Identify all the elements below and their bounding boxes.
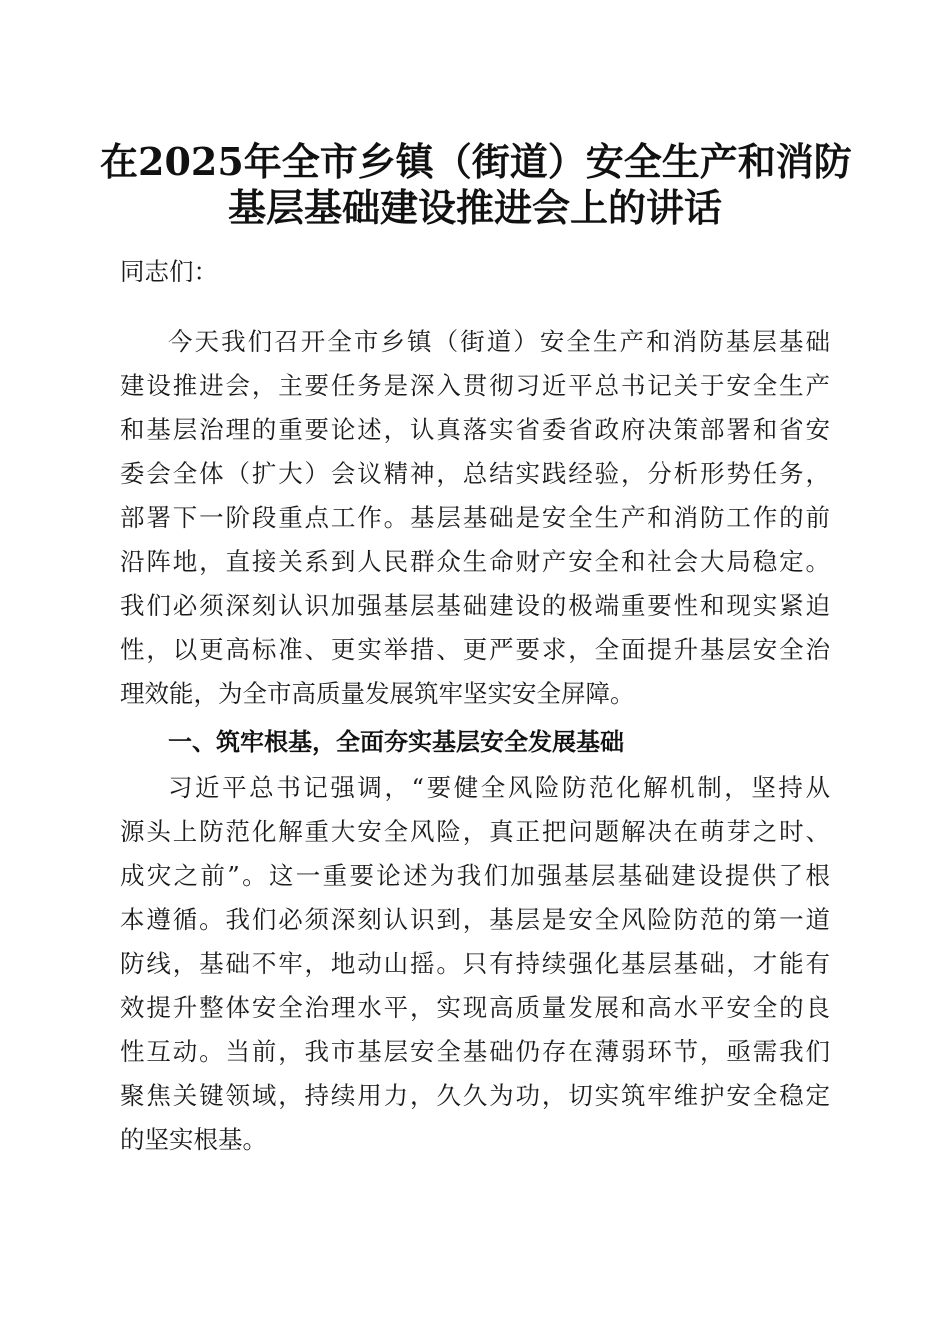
salutation: 同志们： bbox=[120, 257, 218, 286]
paragraph-1-line: 和基层治理的重要论述，认真落实省委省政府决策部署和省安 bbox=[120, 415, 830, 444]
paragraph-1-line: 部署下一阶段重点工作。基层基础是安全生产和消防工作的前 bbox=[120, 503, 830, 532]
document-title-line-1: 在2025年全市乡镇（街道）安全生产和消防 bbox=[100, 139, 852, 184]
section-1-heading: 一、筑牢根基，全面夯实基层安全发展基础 bbox=[168, 728, 624, 756]
paragraph-1-line: 沿阵地，直接关系到人民群众生命财产安全和社会大局稳定。 bbox=[120, 547, 830, 576]
paragraph-2-line: 性互动。当前，我市基层安全基础仍存在薄弱环节，亟需我们 bbox=[120, 1037, 830, 1066]
paragraph-1-line: 委会全体（扩大）会议精神，总结实践经验，分析形势任务， bbox=[120, 459, 830, 488]
paragraph-2-line: 效提升整体安全治理水平，实现高质量发展和高水平安全的良 bbox=[120, 993, 830, 1022]
document-title-line-2: 基层基础建设推进会上的讲话 bbox=[227, 185, 722, 230]
paragraph-2-line: 源头上防范化解重大安全风险，真正把问题解决在萌芽之时、 bbox=[120, 817, 830, 846]
paragraph-2-line: 聚焦关键领域，持续用力，久久为功，切实筑牢维护安全稳定 bbox=[120, 1081, 830, 1110]
paragraph-1-line: 今天我们召开全市乡镇（街道）安全生产和消防基层基础 bbox=[168, 327, 830, 356]
paragraph-2-line: 本遵循。我们必须深刻认识到，基层是安全风险防范的第一道 bbox=[120, 905, 830, 934]
paragraph-1-line: 我们必须深刻认识加强基层基础建设的极端重要性和现实紧迫 bbox=[120, 591, 830, 620]
paragraph-1-line: 理效能，为全市高质量发展筑牢坚实安全屏障。 bbox=[120, 679, 635, 708]
paragraph-2-line: 习近平总书记强调，“要健全风险防范化解机制，坚持从 bbox=[168, 773, 830, 802]
paragraph-2-line: 成灾之前”。这一重要论述为我们加强基层基础建设提供了根 bbox=[120, 861, 830, 890]
paragraph-1-line: 性，以更高标准、更实举措、更严要求，全面提升基层安全治 bbox=[120, 635, 830, 664]
paragraph-2-line: 的坚实根基。 bbox=[120, 1125, 267, 1154]
paragraph-1-line: 建设推进会，主要任务是深入贯彻习近平总书记关于安全生产 bbox=[120, 371, 830, 400]
paragraph-2-line: 防线，基础不牢，地动山摇。只有持续强化基层基础，才能有 bbox=[120, 949, 830, 978]
